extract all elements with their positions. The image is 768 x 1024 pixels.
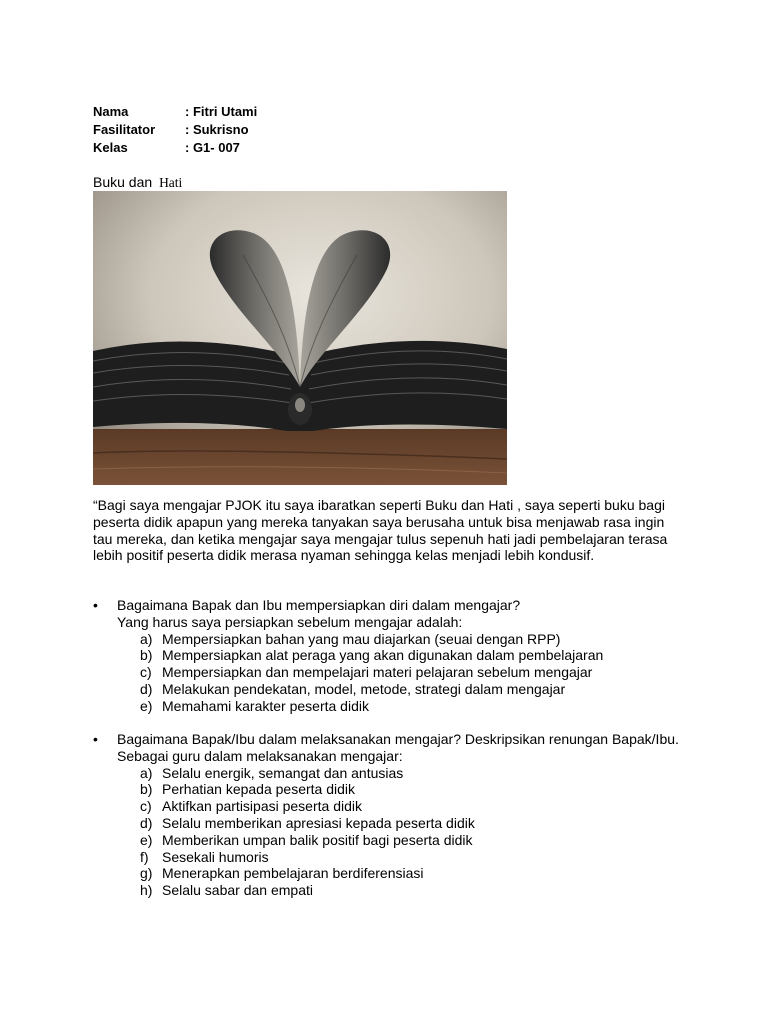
list-marker: e) bbox=[140, 831, 153, 848]
list-marker: f) bbox=[140, 848, 149, 865]
list-item bbox=[140, 832, 693, 849]
info-row-fasilitator bbox=[93, 121, 257, 139]
section1-question-row bbox=[93, 597, 693, 614]
info-row-kelas bbox=[93, 139, 257, 157]
list-item-text: Memahami karakter peserta didik bbox=[162, 697, 369, 714]
nama-label: Nama bbox=[93, 104, 129, 119]
list-item-text: Mempersiapkan bahan yang mau diajarkan (seuai dengan RPP) bbox=[162, 630, 561, 647]
section1-question: Bagaimana Bapak dan Ibu mempersiapkan diri dalam mengajar? bbox=[117, 597, 521, 613]
list-item-text: Perhatian kepada peserta didik bbox=[162, 781, 356, 798]
list-item bbox=[140, 849, 693, 866]
heart-book-photo bbox=[93, 191, 507, 485]
list-item-text: Melakukan pendekatan, model, metode, strategi dalam mengajar bbox=[162, 680, 566, 697]
list-marker: a) bbox=[140, 630, 153, 647]
list-marker: d) bbox=[140, 680, 153, 697]
list-item bbox=[140, 698, 693, 715]
list-item bbox=[140, 882, 693, 899]
list-marker: d) bbox=[140, 814, 153, 831]
list-marker: g) bbox=[140, 865, 153, 882]
header-info bbox=[93, 103, 257, 157]
nama-value: : Fitri Utami bbox=[185, 104, 258, 119]
info-row-nama bbox=[93, 103, 257, 121]
list-item-text: Selalu sabar dan empati bbox=[162, 882, 313, 899]
title-part2: Hati bbox=[159, 175, 183, 190]
title-part1: Buku dan bbox=[93, 174, 153, 190]
list-item bbox=[140, 647, 693, 664]
section-teaching bbox=[93, 731, 693, 899]
fasilitator-label: Fasilitator bbox=[93, 122, 156, 137]
list-item-text: Mempersiapkan dan mempelajari materi pelajaran sebelum mengajar bbox=[162, 664, 593, 681]
list-item-text: Selalu energik, semangat dan antusias bbox=[162, 764, 404, 781]
document-title bbox=[93, 174, 182, 191]
list-item-text: Selalu memberikan apresiasi kepada peserta didik bbox=[162, 814, 475, 831]
list-item bbox=[140, 798, 693, 815]
list-marker: c) bbox=[140, 798, 152, 815]
list-marker: c) bbox=[140, 664, 152, 681]
list-item bbox=[140, 865, 693, 882]
kelas-value: : G1- 007 bbox=[185, 140, 240, 155]
section2-list bbox=[93, 765, 693, 899]
list-marker: b) bbox=[140, 781, 153, 798]
list-item-text: Sesekali humoris bbox=[162, 848, 269, 865]
list-item-text: Memberikan umpan balik positif bagi peserta didik bbox=[162, 831, 473, 848]
list-item bbox=[140, 781, 693, 798]
list-item-text: Menerapkan pembelajaran berdiferensiasi bbox=[162, 865, 424, 882]
list-item bbox=[140, 631, 693, 648]
section1-list bbox=[93, 631, 693, 715]
bullet-mark: • bbox=[93, 731, 98, 747]
kelas-label: Kelas bbox=[93, 140, 128, 155]
list-item bbox=[140, 664, 693, 681]
section2-question: Bagaimana Bapak/Ibu dalam melaksanakan mengajar? Deskripsikan renungan Bapak/Ibu. bbox=[117, 731, 679, 747]
list-marker: b) bbox=[140, 647, 153, 664]
list-item-text: Aktifkan partisipasi peserta didik bbox=[162, 798, 362, 815]
section2-question-row bbox=[93, 731, 693, 748]
list-item-text: Mempersiapkan alat peraga yang akan digunakan dalam pembelajaran bbox=[162, 647, 604, 664]
list-item bbox=[140, 681, 693, 698]
list-marker: a) bbox=[140, 764, 153, 781]
list-marker: h) bbox=[140, 882, 153, 899]
section2-intro: Sebagai guru dalam melaksanakan mengajar: bbox=[117, 747, 403, 764]
list-item bbox=[140, 815, 693, 832]
bullet-mark: • bbox=[93, 597, 98, 613]
list-marker: e) bbox=[140, 697, 153, 714]
intro-paragraph: “Bagi saya mengajar PJOK itu saya ibaratkan seperti Buku dan Hati , saya seperti buku bagi peserta didik apapun yang mereka tanyakan saya berusaha untuk bisa menjawab rasa ingin tau mereka, dan ketika mengajar saya mengajar tulus sepenuh hati jadi pembelajaran terasa lebih positif peserta didik merasa nyaman sehingga kelas menjadi lebih kondusif. bbox=[93, 497, 668, 564]
list-item bbox=[140, 765, 693, 782]
fasilitator-value: : Sukrisno bbox=[185, 122, 249, 137]
section-prepare bbox=[93, 597, 693, 715]
section1-intro: Yang harus saya persiapkan sebelum mengajar adalah: bbox=[117, 613, 463, 630]
